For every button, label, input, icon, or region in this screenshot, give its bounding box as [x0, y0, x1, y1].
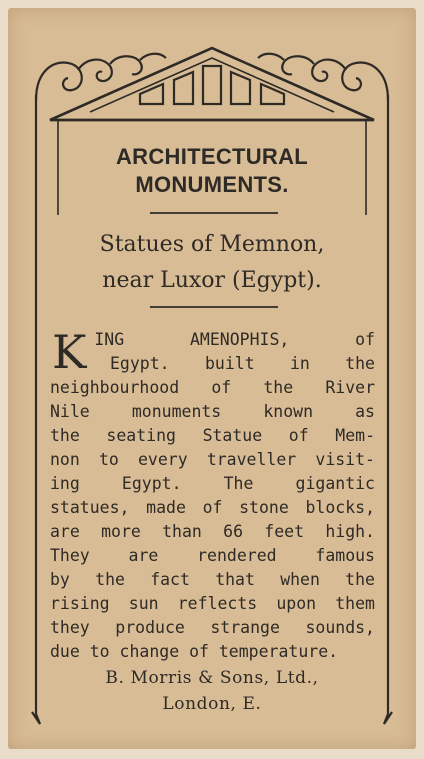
description-line: rising sun reflects upon them [50, 594, 375, 613]
publisher-location: London, E. [162, 694, 262, 714]
description-line: Nile monuments known as [50, 402, 375, 421]
scroll-ornament [342, 63, 388, 101]
scroll-ornament [312, 60, 346, 81]
heading-line: MONUMENTS. [135, 172, 289, 197]
description-line: ing Egypt. The gigantic [50, 474, 375, 493]
scroll-ornament [282, 56, 314, 74]
description-line: non to every traveller visit- [50, 450, 375, 469]
pediment-window [174, 72, 193, 104]
publisher-name: B. Morris & Sons, Ltd., [105, 668, 319, 688]
pediment-window [261, 84, 284, 104]
description-line: statues, made of stone blocks, [50, 498, 375, 517]
description-line: they produce strange sounds, [50, 618, 375, 637]
description-line: They are rendered famous [50, 546, 375, 565]
publisher-imprint [0, 665, 424, 717]
description-line: due to change of temperature. [50, 642, 339, 661]
description-line: the seating Statue of Mem- [50, 426, 375, 445]
subtitle-line: near Luxor (Egypt). [102, 268, 322, 293]
subtitle-line: Statues of Memnon, [99, 232, 325, 257]
heading-line: ARCHITECTURAL [115, 144, 309, 169]
card-heading [0, 143, 424, 199]
drop-cap: K [52, 325, 87, 379]
description-line: are more than 66 feet high. [50, 522, 375, 541]
scroll-ornament [36, 63, 82, 101]
pediment-window [203, 66, 221, 104]
pediment-window [231, 72, 250, 104]
card-subtitle [0, 227, 424, 299]
description-line: neighbourhood of the River [50, 378, 375, 397]
scroll-ornament [110, 56, 142, 74]
scroll-ornament [78, 60, 112, 81]
pediment-window [140, 84, 163, 104]
scroll-ornament [140, 54, 166, 60]
card-description [50, 325, 375, 664]
scroll-ornament [258, 54, 284, 60]
description-line: by the fact that when the [50, 570, 375, 589]
description-line: Egypt. built in the [110, 354, 375, 373]
description-line: ING AMENOPHIS, of [94, 330, 375, 349]
